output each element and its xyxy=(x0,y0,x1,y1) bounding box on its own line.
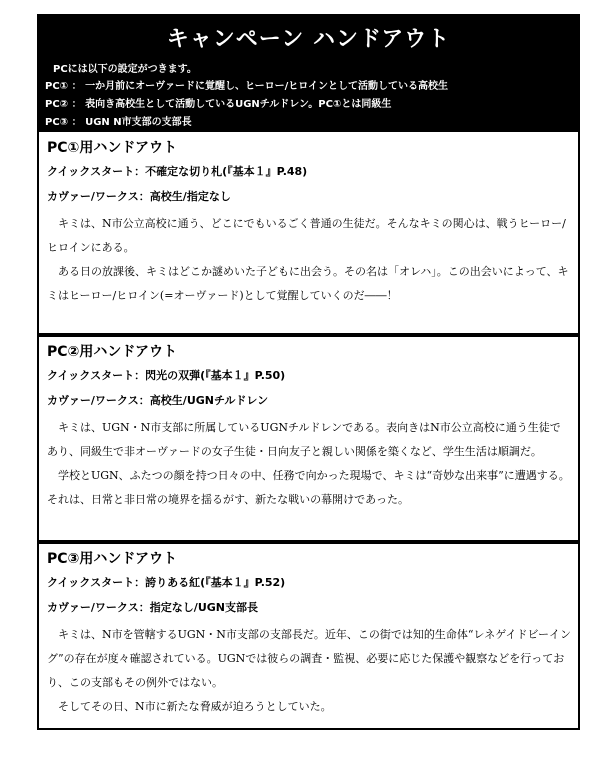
cover-works-line: カヴァー/ワークス：高校生/指定なし xyxy=(47,190,231,203)
pc3-handout-section xyxy=(39,544,578,728)
body-paragraph: キミは、N市を管轄するUGN・N市支部の支部長だ。近年、この街では知的生命体“レネゲイドビーイング”の存在が度々確認されている。UGNでは彼らの調査・監視、必要に応じた保護や観察などを行っており、この支部もその例外ではない。 xyxy=(47,628,572,689)
body-paragraph: キミは、UGN・N市支部に所属しているUGNチルドレンである。表向きはN市公立高校に通う生徒であり、同級生で非オーヴァードの女子生徒・日向友子と親しい関係を築くなど、学生生活は順調だ。 xyxy=(47,421,561,458)
handout-body xyxy=(47,212,571,308)
cover-works-line: カヴァー/ワークス：高校生/UGNチルドレン xyxy=(47,394,269,407)
quickstart-line: クイックスタート：閃光の双弾(『基本１』P.50) xyxy=(47,369,286,382)
quickstart-line: クイックスタート：誇りある紅(『基本１』P.52) xyxy=(47,576,286,589)
section-title: PC③用ハンドアウト xyxy=(47,551,177,567)
quickstart-line: クイックスタート：不確定な切り札(『基本１』P.48) xyxy=(47,165,308,178)
pc3-setting: PC③ ： UGN N市支部の支部長 xyxy=(45,117,192,128)
section-title: PC②用ハンドアウト xyxy=(47,344,177,360)
handout-body xyxy=(47,416,571,512)
pc1-handout-section xyxy=(39,133,578,333)
pc2-handout-section xyxy=(39,337,578,540)
body-paragraph: そしてその日、N市に新たな脅威が迫ろうとしていた。 xyxy=(58,700,332,713)
body-paragraph: 学校とUGN、ふたつの顔を持つ日々の中、任務で向かった現場で、キミは“奇妙な出来事”に遭遇する。それは、日常と非日常の境界を揺るがす、新たな戦いの幕開けであった。 xyxy=(47,469,570,506)
pc2-setting: PC② ： 表向き高校生として活動しているUGNチルドレン。PC①とは同級生 xyxy=(45,99,392,110)
body-paragraph: キミは、N市公立高校に通う、どこにでもいるごく普通の生徒だ。そんなキミの関心は、戦うヒーロー/ヒロインにある。 xyxy=(47,217,566,254)
handout-frame xyxy=(37,14,580,730)
pc1-setting: PC① ： 一か月前にオーヴァードに覚醒し、ヒーロー/ヒロインとして活動している高校生 xyxy=(45,81,448,92)
cover-works-line: カヴァー/ワークス：指定なし/UGN支部長 xyxy=(47,601,258,614)
handout-body xyxy=(47,623,571,719)
section-title: PC①用ハンドアウト xyxy=(47,140,177,156)
intro-text: PCには以下の設定がつきます。 xyxy=(53,64,197,75)
handout-header xyxy=(39,16,578,132)
page-title: キャンペーン ハンドアウト xyxy=(166,27,451,52)
body-paragraph: ある日の放課後、キミはどこか謎めいた子どもに出会う。その名は「オレハ」。この出会いによって、キミはヒーロー/ヒロイン(=オーヴァード)として覚醒していくのだ――！ xyxy=(47,265,569,302)
